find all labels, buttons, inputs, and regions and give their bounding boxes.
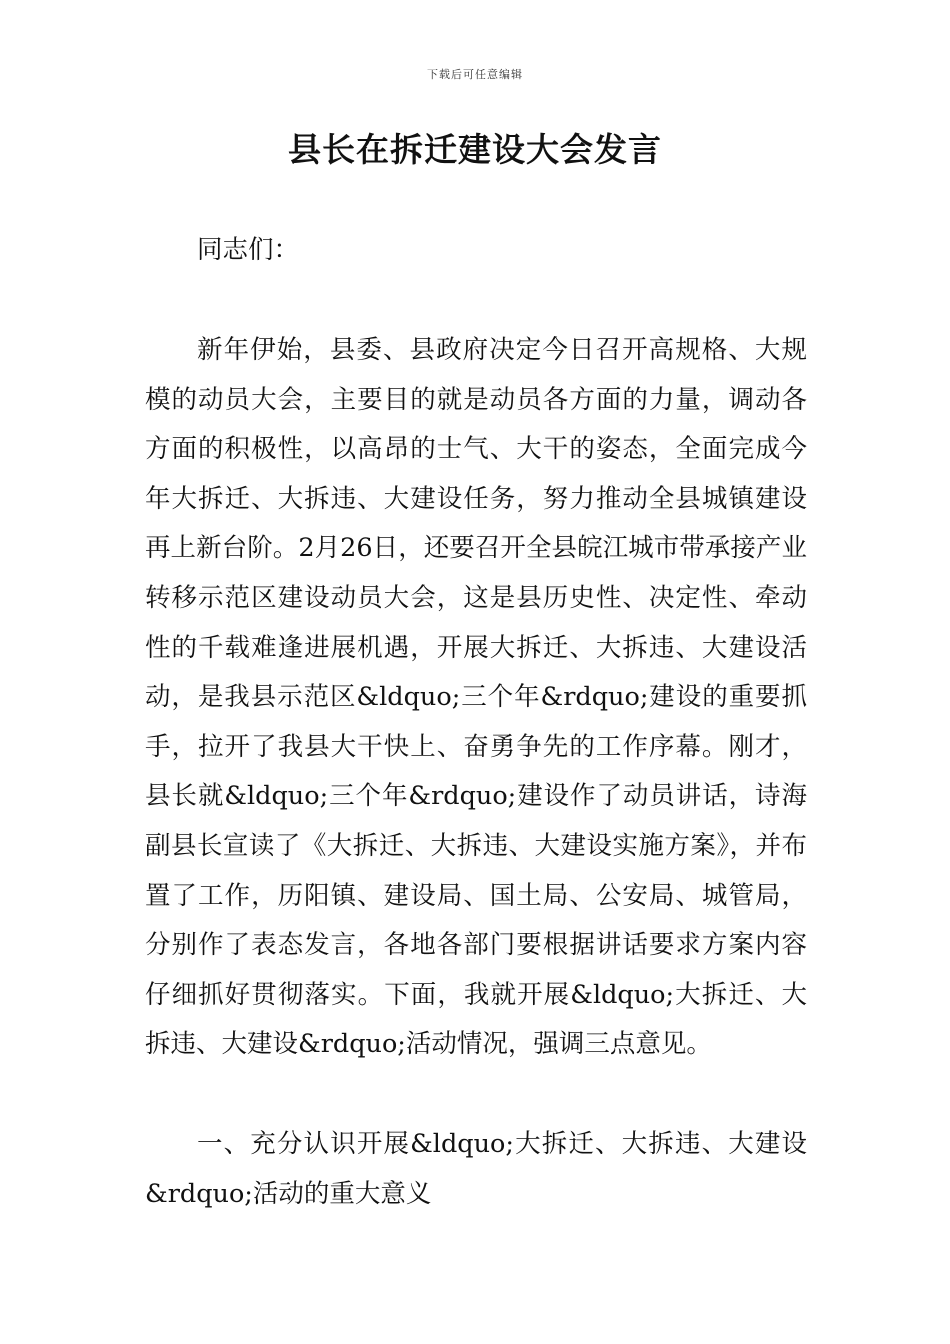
header-note: 下载后可任意编辑 (427, 68, 523, 81)
section-heading-1: 一、充分认识开展&ldquo;大拆迁、大拆违、大建设&rdquo;活动的重大意义 (145, 1129, 807, 1209)
body-paragraph-1: 新年伊始，县委、县政府决定今日召开高规格、大规模的动员大会，主要目的就是动员各方面的力量，调动各方面的积极性，以高昂的士气、大干的姿态，全面完成今年大拆迁、大拆违、大建设任务，努力推动全县城镇建设再上新台阶。2月26日，还要召开全县皖江城市带承接产业转移示范区建设动员大会，这是县历史性、决定性、牵动性的千载难逢进展机遇，开展大拆迁、大拆违、大建设活动，是我县示范区&ldquo;三个年&rdquo;建设的重要抓手，拉开了我县大干快上、奋勇争先的工作序幕。刚才，县长就&ldquo;三个年&rdquo;建设作了动员讲话，诗海副县长宣读了《大拆迁、大拆违、大建设实施方案》，并布置了工作，历阳镇、建设局、国土局、公安局、城管局，分别作了表态发言，各地各部门要根据讲话要求方案内容仔细抓好贯彻落实。下面，我就开展&ldquo;大拆迁、大拆违、大建设&rdquo;活动情况，强调三点意见。 (145, 335, 807, 1060)
salutation: 同志们： (197, 235, 300, 265)
document-title: 县长在拆迁建设大会发言 (288, 130, 662, 169)
